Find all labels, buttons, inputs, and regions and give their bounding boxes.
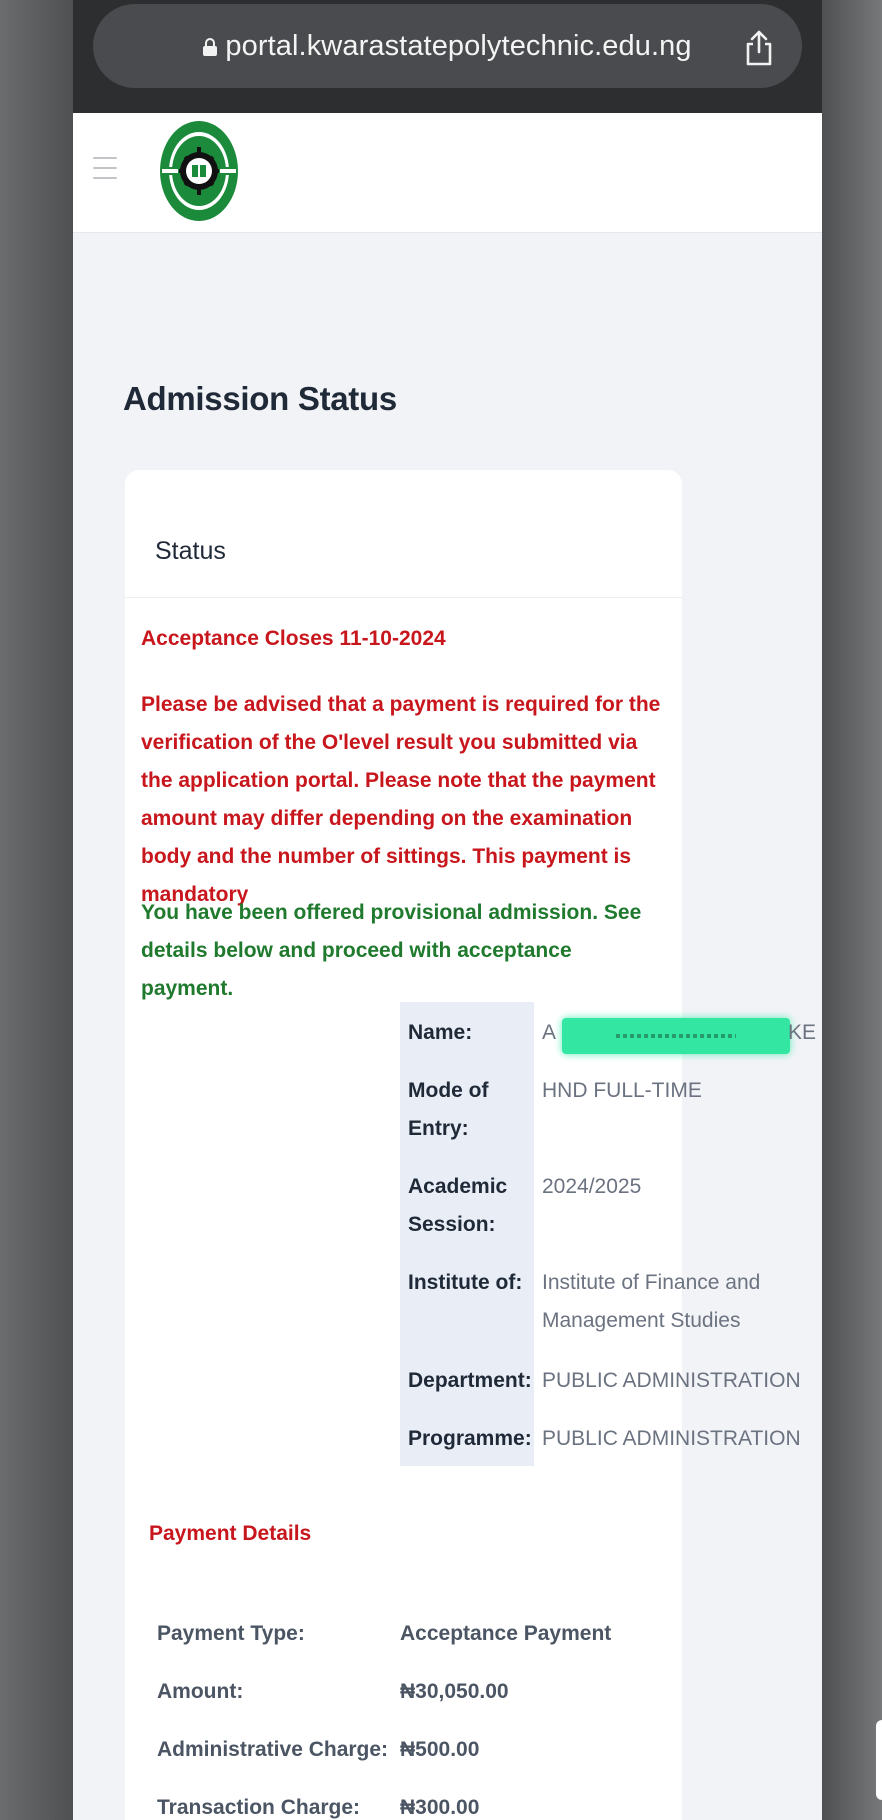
card-header-title: Status xyxy=(155,537,226,565)
detail-value: Institute of Finance and Management Studies xyxy=(542,1271,761,1332)
redaction-texture xyxy=(616,1034,736,1038)
detail-label: Academic Session: xyxy=(408,1175,508,1236)
hamburger-menu-icon[interactable] xyxy=(93,157,117,187)
payment-value: Acceptance Payment xyxy=(400,1622,612,1645)
background-left xyxy=(0,0,73,1820)
url-text: portal.kwarastatepolytechnic.edu.ng xyxy=(225,29,692,62)
background-right xyxy=(822,0,882,1820)
payment-value: ₦500.00 xyxy=(400,1738,480,1761)
payment-details-heading: Payment Details xyxy=(149,1522,312,1545)
acceptance-deadline: Acceptance Closes 11-10-2024 xyxy=(141,627,446,650)
phone-screen xyxy=(73,0,822,1820)
detail-value: PUBLIC ADMINISTRATION xyxy=(542,1369,801,1392)
payment-notice: Please be advised that a payment is required for the verification of the O'level result you submitted via the application portal. Please note that the payment amount may differ depending on the examination body and the number of sittings. This payment is mandatory xyxy=(141,693,661,906)
detail-label: Institute of: xyxy=(408,1271,523,1294)
payment-value: ₦300.00 xyxy=(400,1796,480,1819)
payment-value: ₦30,050.00 xyxy=(400,1680,509,1703)
lock-icon xyxy=(203,38,217,56)
detail-value: HND FULL-TIME xyxy=(542,1079,702,1102)
payment-label: Administrative Charge: xyxy=(157,1738,389,1761)
detail-value: PUBLIC ADMINISTRATION xyxy=(542,1427,801,1450)
address-bar[interactable] xyxy=(93,4,802,88)
page-title: Admission Status xyxy=(123,380,397,417)
browser-chrome xyxy=(73,0,822,113)
edge-overlay xyxy=(876,1720,882,1800)
admission-offer-message: You have been offered provisional admission. See details below and proceed with acceptance payment. xyxy=(141,901,642,1000)
detail-label: Name: xyxy=(408,1021,473,1044)
card-header xyxy=(125,470,682,598)
detail-label: Mode of Entry: xyxy=(408,1079,489,1140)
detail-label: Programme: xyxy=(408,1427,532,1450)
detail-value-tail: KE xyxy=(788,1021,817,1044)
detail-value: 2024/2025 xyxy=(542,1175,642,1198)
payment-label: Transaction Charge: xyxy=(157,1796,361,1819)
share-icon[interactable] xyxy=(744,30,774,66)
detail-label: Department: xyxy=(408,1369,532,1392)
polytechnic-logo[interactable] xyxy=(159,119,239,223)
payment-label: Amount: xyxy=(157,1680,244,1703)
site-header xyxy=(73,113,822,233)
payment-label: Payment Type: xyxy=(157,1622,305,1645)
detail-value: A xyxy=(542,1021,557,1044)
status-card xyxy=(125,470,817,1820)
